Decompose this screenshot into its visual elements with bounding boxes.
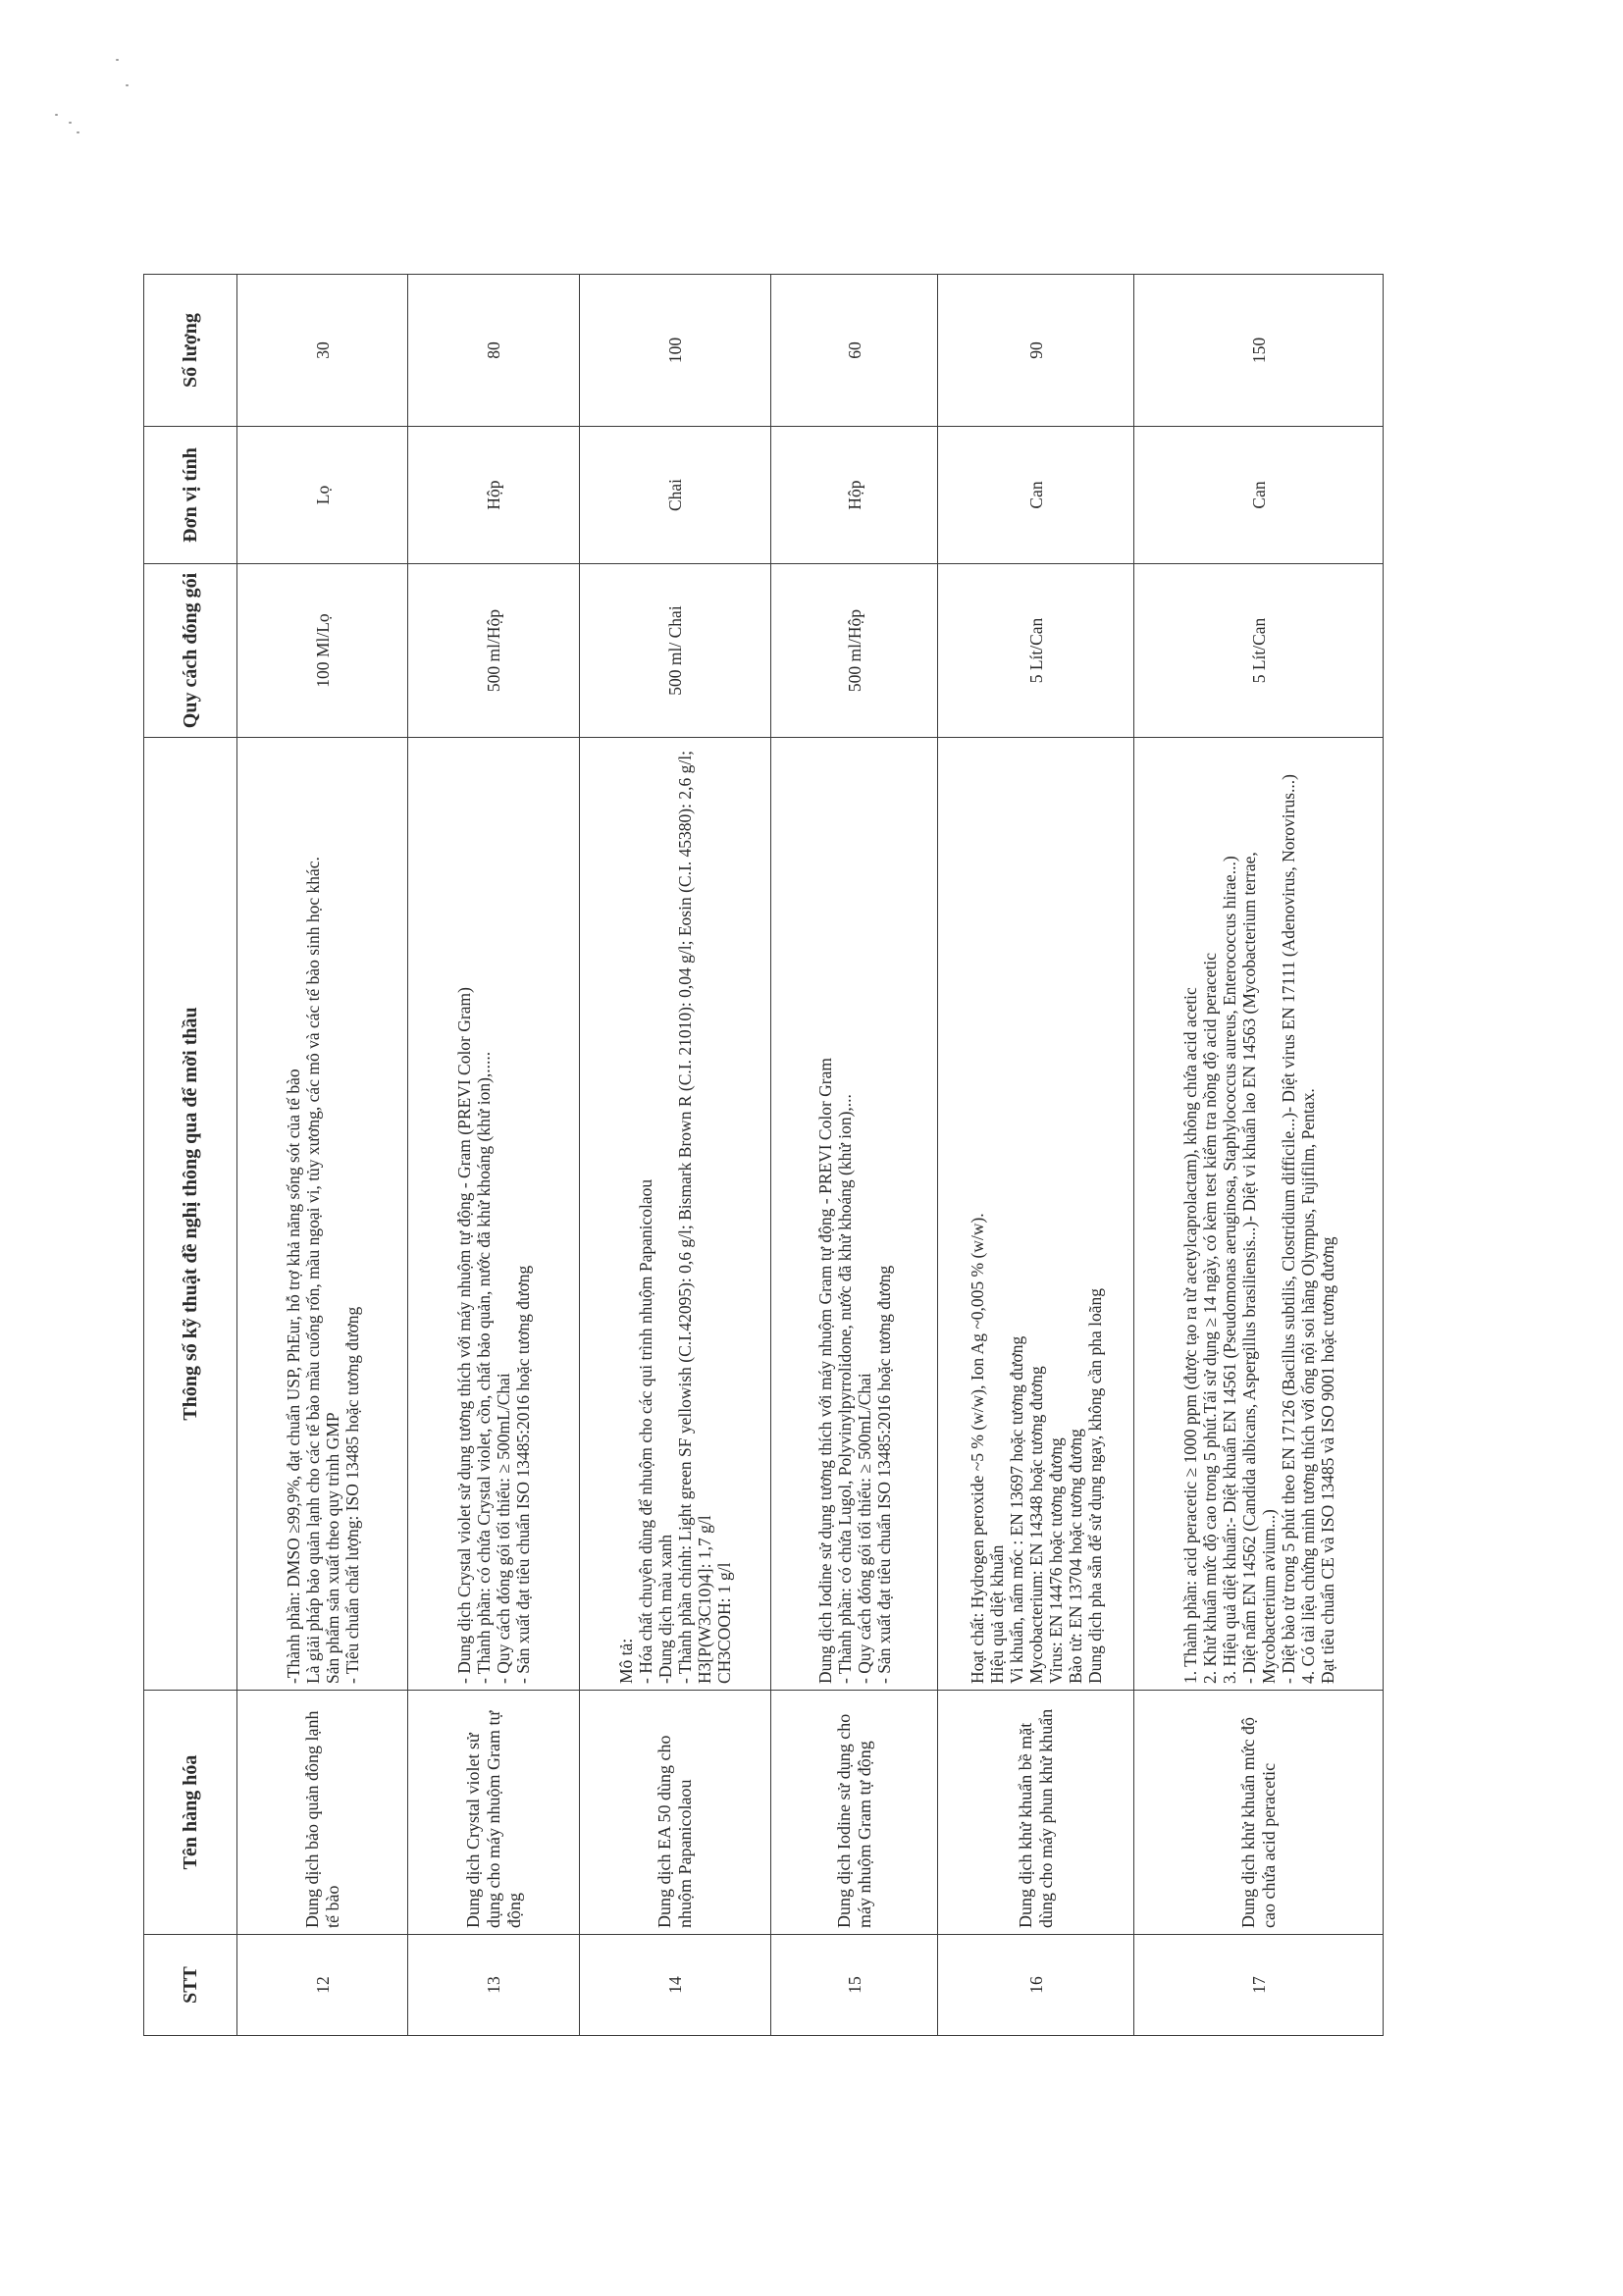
header-spec: Thông số kỹ thuật đề nghị thông qua để mời thầu bbox=[144, 738, 237, 1691]
header-stt: STT bbox=[144, 1935, 237, 2036]
row-qty: 30 bbox=[237, 275, 408, 427]
table-row bbox=[938, 275, 1134, 2036]
row-spec bbox=[408, 738, 580, 1691]
rotated-table-page bbox=[143, 275, 1383, 2036]
scan-speck bbox=[69, 122, 72, 124]
row-qty: 90 bbox=[938, 275, 1134, 427]
spec-line: Bào tử: EN 13704 hoặc tương đương bbox=[1065, 1429, 1085, 1684]
row-unit: Can bbox=[938, 427, 1134, 564]
row-pack: 500 ml/Hộp bbox=[771, 564, 938, 738]
spec-line: Virus: EN 14476 hoặc tương đương bbox=[1045, 1437, 1066, 1684]
spec-line: 3. Hiệu quả diệt khuẩn:- Diệt khuẩn EN 14561 (Pseudomonas aeruginosa, Staphylococcus aureus, Enterococcus hirae...) bbox=[1219, 856, 1239, 1684]
spec-line: - Dung dịch Crystal violet sử dụng tương thích với máy nhuộm tự động - Gram (PREVI Color Gram) bbox=[454, 987, 474, 1684]
header-qty: Số lượng bbox=[144, 275, 237, 427]
row-stt: 12 bbox=[237, 1935, 408, 2036]
row-stt: 15 bbox=[771, 1935, 938, 2036]
spec-line: - Diệt bào tử trong 5 phút theo EN 17126 (Bacillus subtilis, Clostridium difficile...)- Diệt virus EN 17111 (Adenovirus, Norovirus...) bbox=[1278, 774, 1298, 1684]
table-row bbox=[1134, 275, 1384, 2036]
row-qty: 60 bbox=[771, 275, 938, 427]
spec-line: Mô tả: bbox=[616, 1638, 636, 1684]
row-stt: 13 bbox=[408, 1935, 580, 2036]
row-name: Dung dịch khử khuẩn mức độ cao chứa acid peracetic bbox=[1134, 1691, 1384, 1935]
spec-line: Hiệu quả diệt khuẩn bbox=[986, 1544, 1007, 1684]
spec-line: CH3COOH: 1 g/l bbox=[714, 1562, 734, 1684]
table-row bbox=[237, 275, 408, 2036]
table-row bbox=[580, 275, 771, 2036]
row-qty: 80 bbox=[408, 275, 580, 427]
row-unit: Hộp bbox=[771, 427, 938, 564]
spec-line: Mycobacterium: EN 14348 hoặc tương đương bbox=[1025, 1366, 1046, 1684]
bid-specification-table bbox=[143, 274, 1384, 2036]
header-name: Tên hàng hóa bbox=[144, 1691, 237, 1935]
spec-line: - Sản xuất đạt tiêu chuẩn ISO 13485:2016 hoặc tương đương bbox=[873, 1265, 894, 1684]
spec-line: - Quy cách đóng gói tối thiểu: ≥ 500mL/Chai bbox=[494, 1373, 513, 1684]
row-pack: 5 Lít/Can bbox=[938, 564, 1134, 738]
spec-line: Hoạt chất: Hydrogen peroxide ~5 % (w/w), Ion Ag ~0,005 % (w/w). bbox=[967, 1213, 987, 1684]
row-pack: 100 Ml/Lọ bbox=[237, 564, 408, 738]
row-spec bbox=[771, 738, 938, 1691]
scan-speck bbox=[126, 84, 129, 86]
spec-line: - Sản xuất đạt tiêu chuẩn ISO 13485:2016 hoặc tương đương bbox=[513, 1265, 533, 1684]
spec-line: - Thành phần: có chứa Lugol, Polyvinylpyrrolidone, nước đã khử khoáng (khử ion),... bbox=[834, 1094, 855, 1684]
header-pack: Quy cách đóng gói bbox=[144, 564, 237, 738]
row-stt: 14 bbox=[580, 1935, 771, 2036]
row-name: Dung dịch EA 50 dùng cho nhuộm Papanicolaou bbox=[580, 1691, 771, 1935]
spec-line: 1. Thành phần: acid peracetic ≥ 1000 ppm (được tạo ra từ acetylcaprolactam), không chứa acid acetic bbox=[1179, 987, 1200, 1684]
row-qty: 100 bbox=[580, 275, 771, 427]
spec-line: - Tiêu chuẩn chất lượng: ISO 13485 hoặc tương đương bbox=[341, 1306, 362, 1684]
spec-line: Đạt tiêu chuẩn CE và ISO 13485 và ISO 9001 hoặc tương đương bbox=[1317, 1236, 1337, 1684]
spec-line: Là giải pháp bảo quản lạnh cho các tế bào mầu cuống rốn, mầu ngoại vi, tủy xương, các mô và các tế bào sinh học khác. bbox=[302, 857, 323, 1684]
row-name: Dung dịch khử khuẩn bề mặt dùng cho máy phun khử khuẩn bbox=[938, 1691, 1134, 1935]
row-stt: 17 bbox=[1134, 1935, 1384, 2036]
spec-line: - Thành phần chính: Light green SF yellowish (C.I.42095): 0,6 g/l; Bismark Brown R (C.I. 21010): 0,04 g/l; Eosin (C.I. 45380): 2,6 g/l; H3[P(W3C10)4]: 1,7 g/l bbox=[675, 751, 714, 1684]
spec-line: - Thành phần: có chứa Crystal violet, cồn, chất bảo quản, nước đã khử khoáng (khử ion),..... bbox=[474, 1051, 494, 1684]
row-name: Dung dịch Iodine sử dụng cho máy nhuộm Gram tự động bbox=[771, 1691, 938, 1935]
table-header-row bbox=[144, 275, 237, 2036]
table-row bbox=[771, 275, 938, 2036]
spec-line: Vi khuẩn, nấm mốc : EN 13697 hoặc tương đương bbox=[1006, 1335, 1026, 1684]
spec-line: - Diệt nấm EN 14562 (Candida albicans, Aspergillus brasiliensis...)- Diệt vi khuẩn lao EN 14563 (Mycobacterium terrae, Mycobacterium avium...) bbox=[1238, 852, 1279, 1684]
spec-line: Sản phẩm sản xuất theo quy trình GMP bbox=[322, 1412, 342, 1684]
header-unit: Đơn vị tính bbox=[144, 427, 237, 564]
row-spec bbox=[1134, 738, 1384, 1691]
row-pack: 500 ml/Hộp bbox=[408, 564, 580, 738]
row-spec bbox=[237, 738, 408, 1691]
row-unit: Lọ bbox=[237, 427, 408, 564]
row-unit: Hộp bbox=[408, 427, 580, 564]
row-qty: 150 bbox=[1134, 275, 1384, 427]
row-pack: 5 Lít/Can bbox=[1134, 564, 1384, 738]
table-row bbox=[408, 275, 580, 2036]
row-name: Dung dịch Crystal violet sử dụng cho máy nhuộm Gram tự động bbox=[408, 1691, 580, 1935]
row-spec bbox=[580, 738, 771, 1691]
row-unit: Chai bbox=[580, 427, 771, 564]
spec-line: -Thành phần: DMSO ≥99,9%, đạt chuẩn USP, PhEur, hỗ trợ khả năng sống sót của tế bào bbox=[283, 1069, 303, 1684]
spec-line: 4. Có tài liệu chứng minh tương thích với ống nội soi hãng Olympus, Fujifilm, Pentax. bbox=[1297, 1088, 1318, 1684]
spec-line: Dung dịch pha sẵn để sử dụng ngay, không cần pha loãng bbox=[1084, 1288, 1105, 1684]
scan-speck bbox=[116, 59, 119, 61]
spec-line: 2. Khử khuẩn mức độ cao trong 5 phút.Tái sử dụng ≥ 14 ngày, có kèm test kiểm tra nồng độ acid peracetic bbox=[1199, 953, 1220, 1684]
scan-speck bbox=[77, 131, 79, 133]
row-name: Dung dịch bảo quản đông lạnh tế bào bbox=[237, 1691, 408, 1935]
scan-speck bbox=[55, 114, 58, 116]
row-unit: Can bbox=[1134, 427, 1384, 564]
spec-line: -Dung dịch màu xanh bbox=[655, 1534, 675, 1684]
spec-line: Dung dịch Iodine sử dụng tương thích với máy nhuộm Gram tự động - PREVI Color Gram bbox=[814, 1057, 835, 1684]
row-pack: 500 ml/ Chai bbox=[580, 564, 771, 738]
spec-line: - Quy cách đóng gói tối thiểu: ≥ 500mL/Chai bbox=[854, 1373, 874, 1684]
row-spec bbox=[938, 738, 1134, 1691]
spec-line: - Hóa chất chuyên dùng để nhuộm cho các qui trình nhuộm Papanicolaou bbox=[636, 1178, 655, 1684]
row-stt: 16 bbox=[938, 1935, 1134, 2036]
